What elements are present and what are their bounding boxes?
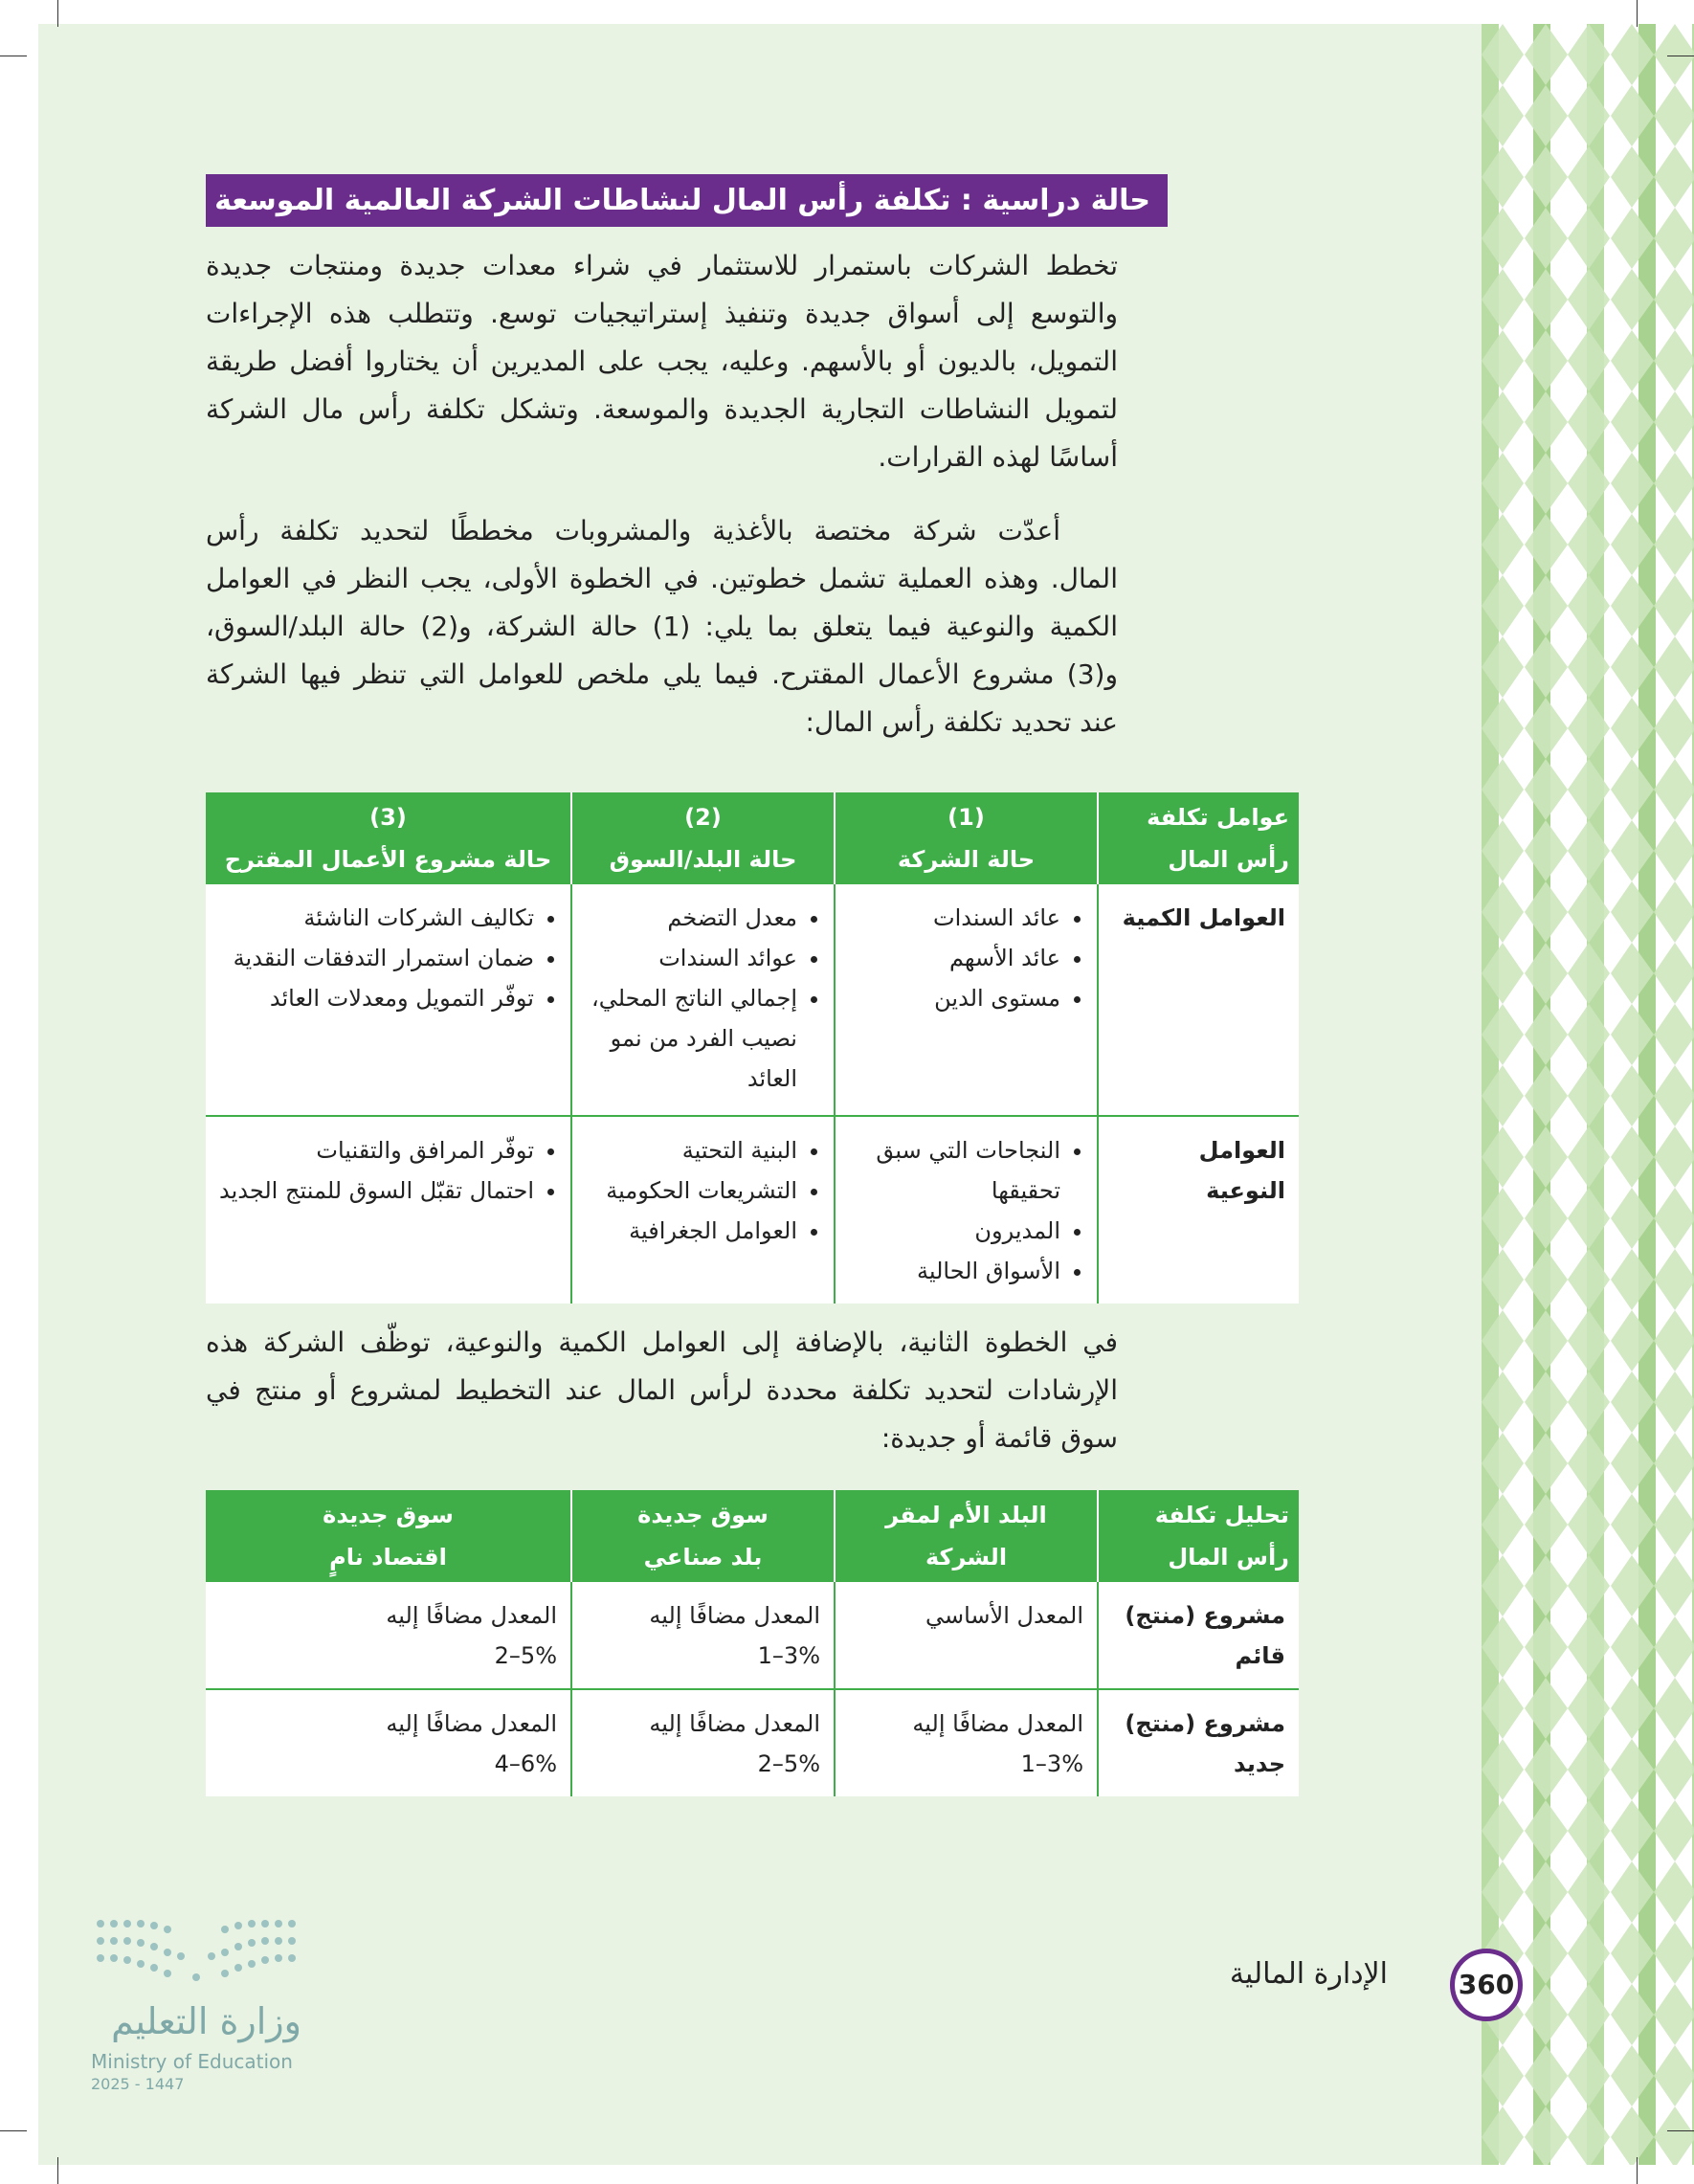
list-item: • العوامل الجغرافية (586, 1211, 797, 1251)
table-row (206, 1116, 1299, 1304)
list-item: • النجاحات التي سبق تحقيقها (849, 1130, 1060, 1211)
list-item: • احتمال تقبّل السوق للمنتج الجديد (219, 1170, 534, 1211)
table-header-cell: سوق جديدة بلد صناعي (571, 1490, 835, 1582)
table-header-cell: (3) حالة مشروع الأعمال المقترح (206, 792, 571, 884)
crop-mark (1637, 0, 1638, 27)
table-cell (571, 1689, 835, 1796)
logo-arabic-text: وزارة التعليم (111, 2000, 301, 2042)
paragraph-line: التمويل، بالديون أو بالأسهم. وعليه، يجب على المديرين أن يختاروا أفضل طريقة (206, 345, 1118, 377)
table-cell (206, 884, 571, 1116)
list-item: • مستوى الدين (849, 978, 1060, 1018)
list-item: • عائد الأسهم (849, 938, 1060, 978)
zigzag-pattern (1482, 24, 1694, 2165)
table-cell (835, 1689, 1098, 1796)
table-header-cell: (1) حالة الشركة (835, 792, 1098, 884)
crop-mark (57, 0, 58, 27)
logo-dots-icon (91, 1914, 301, 1991)
table-header-cell: عوامل تكلفة رأس المال (1098, 792, 1299, 884)
rate-label: المعدل مضافًا إليه (649, 1710, 820, 1737)
paragraph-line: الإرشادات لتحديد تكلفة محددة لرأس المال عند التخطيط لمشروع أو منتج في (206, 1374, 1118, 1406)
list-item: • تكاليف الشركات الناشئة (219, 898, 534, 938)
table-cell (206, 1689, 571, 1796)
rate-label: المعدل مضافًا إليه (649, 1602, 820, 1629)
table-cell (571, 1116, 835, 1304)
list-item: • عائد السندات (849, 898, 1060, 938)
table-header-cell: البلد الأم لمقر الشركة (835, 1490, 1098, 1582)
table-cell (206, 1582, 571, 1689)
cost-factors-table (206, 792, 1299, 1304)
rate-value: 1–3% (757, 1642, 820, 1669)
cost-analysis-table (206, 1490, 1299, 1796)
crop-mark (1637, 2157, 1638, 2184)
page-number: 360 (1450, 1949, 1523, 2021)
rate-label: المعدل مضافًا إليه (386, 1710, 557, 1737)
table-header-cell: تحليل تكلفة رأس المال (1098, 1490, 1299, 1582)
logo-english-text: Ministry of Education (91, 2050, 293, 2073)
table-cell (835, 884, 1098, 1116)
table-row (206, 884, 1299, 1116)
ministry-logo (91, 1914, 311, 2093)
paragraph-step-two (206, 1319, 1118, 1462)
row-label: مشروع (منتج) قائم (1098, 1582, 1299, 1689)
table-header-row (206, 1490, 1299, 1582)
paragraph-line: الكمية والنوعية فيما يتعلق بما يلي: (1) حالة الشركة، و(2) حالة البلد/السوق، (206, 611, 1118, 642)
list-item: • إجمالي الناتج المحلي، نصيب الفرد من نمو العائد (586, 978, 797, 1099)
list-item: • المديرون (849, 1211, 1060, 1251)
list-item: • معدل التضخم (586, 898, 797, 938)
list-item: • التشريعات الحكومية (586, 1170, 797, 1211)
list-item: • البنية التحتية (586, 1130, 797, 1170)
table-cell (835, 1116, 1098, 1304)
table-header-cell: (2) حالة البلد/السوق (571, 792, 835, 884)
table-cell (206, 1116, 571, 1304)
paragraph-line: المال. وهذه العملية تشمل خطوتين. في الخطوة الأولى، يجب النظر في العوامل (206, 563, 1118, 594)
table-cell (571, 1582, 835, 1689)
rate-label: المعدل مضافًا إليه (386, 1602, 557, 1629)
logo-year-text: 2025 - 1447 (91, 2075, 185, 2093)
paragraph-line: في الخطوة الثانية، بالإضافة إلى العوامل الكمية والنوعية، توظّف الشركة هذه (206, 1326, 1118, 1358)
rate-value: 4–6% (494, 1750, 557, 1777)
paragraph-line: لتمويل النشاطات التجارية الجديدة والموسعة. وتشكل تكلفة رأس مال الشركة (206, 393, 1118, 425)
rate-value: 1–3% (1020, 1750, 1083, 1777)
list-item: • ضمان استمرار التدفقات النقدية (219, 938, 534, 978)
table-cell (571, 884, 835, 1116)
crop-mark (57, 2157, 58, 2184)
rate-value: 2–5% (494, 1642, 557, 1669)
paragraph-step-one (206, 507, 1118, 747)
list-item: • الأسواق الحالية (849, 1251, 1060, 1291)
list-item: • توفّر التمويل ومعدلات العائد (219, 978, 534, 1018)
rate-value: 2–5% (757, 1750, 820, 1777)
paragraph-line: أعدّت شركة مختصة بالأغذية والمشروبات مخططًا لتحديد تكلفة رأس (206, 515, 1060, 546)
row-label: العوامل النوعية (1098, 1116, 1299, 1304)
paragraph-line: تخطط الشركات باستمرار للاستثمار في شراء معدات جديدة ومنتجات جديدة (206, 250, 1118, 281)
table-row (206, 1689, 1299, 1796)
paragraph-line: و(3) مشروع الأعمال المقترح. فيما يلي ملخص للعوامل التي تنظر فيها الشركة (206, 658, 1118, 690)
paragraph-line: أساسًا لهذه القرارات. (878, 441, 1118, 473)
crop-mark (1667, 2130, 1694, 2131)
paragraph-line: والتوسع إلى أسواق جديدة وتنفيذ إستراتيجيات توسع. وتتطلب هذه الإجراءات (206, 298, 1118, 329)
paragraph-intro (206, 242, 1118, 481)
decorative-border (1482, 24, 1694, 2165)
crop-mark (0, 2130, 27, 2131)
case-study-title: حالة دراسية : تكلفة رأس المال لنشاطات الشركة العالمية الموسعة (206, 174, 1168, 227)
paragraph-line: سوق قائمة أو جديدة: (880, 1422, 1118, 1454)
table-header-row (206, 792, 1299, 884)
table-row (206, 1582, 1299, 1689)
table-cell (835, 1582, 1098, 1689)
list-item: • عوائد السندات (586, 938, 797, 978)
table-header-cell: سوق جديدة اقتصاد نامٍ (206, 1490, 571, 1582)
paragraph-line: عند تحديد تكلفة رأس المال: (805, 706, 1118, 738)
row-label: مشروع (منتج) جديد (1098, 1689, 1299, 1796)
book-title: الإدارة المالية (1229, 1957, 1388, 1991)
rate-label: المعدل مضافًا إليه (912, 1710, 1083, 1737)
rate-label: المعدل الأساسي (925, 1602, 1083, 1629)
row-label: العوامل الكمية (1098, 884, 1299, 1116)
list-item: • توفّر المرافق والتقنيات (219, 1130, 534, 1170)
